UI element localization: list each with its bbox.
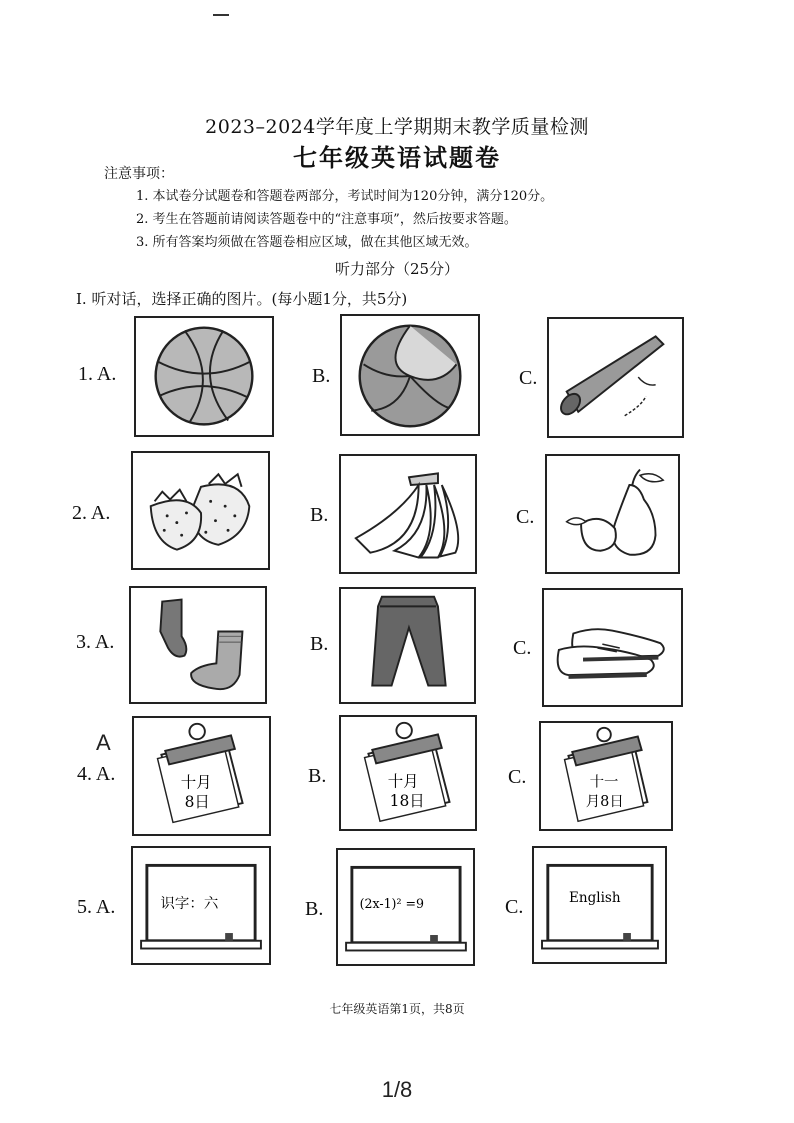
option-label: B.	[305, 898, 324, 920]
bananas-icon	[339, 454, 477, 574]
page-number: 1/8	[381, 1077, 413, 1102]
calendar-day: 月8日	[585, 793, 624, 810]
exam-title-line1: 2023–2024学年度上学期期末教学质量检测	[205, 116, 589, 138]
calendar-icon	[339, 715, 477, 831]
scan-mark	[213, 14, 229, 16]
blackboard-icon	[532, 846, 667, 964]
calendar-icon	[539, 721, 673, 831]
blackboard-icon	[336, 848, 475, 966]
question-label: 5. A.	[77, 896, 116, 918]
exam-title-line2: 七年级英语试题卷	[293, 143, 501, 172]
option-label: B.	[312, 365, 331, 387]
calendar-icon	[132, 716, 271, 836]
notice-heading: 注意事项：	[104, 166, 174, 182]
part-instruction: I. 听对话，选择正确的图片。(每小题1分，共5分)	[76, 290, 408, 308]
option-label: C.	[508, 766, 527, 788]
option-label: B.	[310, 504, 329, 526]
option-label: C.	[516, 506, 535, 528]
question-label: 4. A.	[77, 763, 116, 785]
blackboard-text: English	[569, 890, 621, 907]
option-label: C.	[519, 367, 538, 389]
notice-item: 1. 本试卷分试题卷和答题卷两部分，考试时间为120分钟，满分120分。	[136, 189, 554, 204]
trousers-icon	[339, 587, 476, 704]
option-label: C.	[505, 896, 524, 918]
blackboard-text: 识字：六	[160, 895, 219, 912]
blackboard-text: (2x-1)² =9	[359, 895, 424, 911]
calendar-month: 十月	[387, 772, 419, 791]
notice-item: 2. 考生在答题前请阅读答题卷中的“注意事项”，然后按要求答题。	[136, 212, 517, 227]
option-label: C.	[513, 637, 532, 659]
page-footer: 七年级英语第1页，共8页	[329, 1002, 465, 1016]
question-label: 2. A.	[72, 502, 111, 524]
volleyball-icon	[340, 314, 480, 436]
calendar-month: 十月	[180, 773, 212, 792]
calendar-day: 18日	[389, 791, 425, 810]
calendar-month: 十一	[589, 774, 619, 791]
baseball-bat-icon	[547, 317, 684, 438]
question-label: 1. A.	[78, 363, 117, 385]
section-title: 听力部分（25分）	[334, 260, 460, 278]
basketball-icon	[134, 316, 274, 437]
question-label: 3. A.	[76, 631, 115, 653]
option-label: B.	[310, 633, 329, 655]
socks-icon	[129, 586, 267, 704]
blackboard-icon	[131, 846, 271, 965]
pears-icon	[545, 454, 680, 574]
calendar-day: 8日	[184, 792, 210, 811]
handwritten-mark: A	[96, 730, 111, 755]
option-label: B.	[308, 765, 327, 787]
shoes-icon	[542, 588, 683, 707]
strawberries-icon	[131, 451, 270, 570]
notice-item: 3. 所有答案均须做在答题卷相应区域，做在其他区域无效。	[136, 235, 478, 250]
